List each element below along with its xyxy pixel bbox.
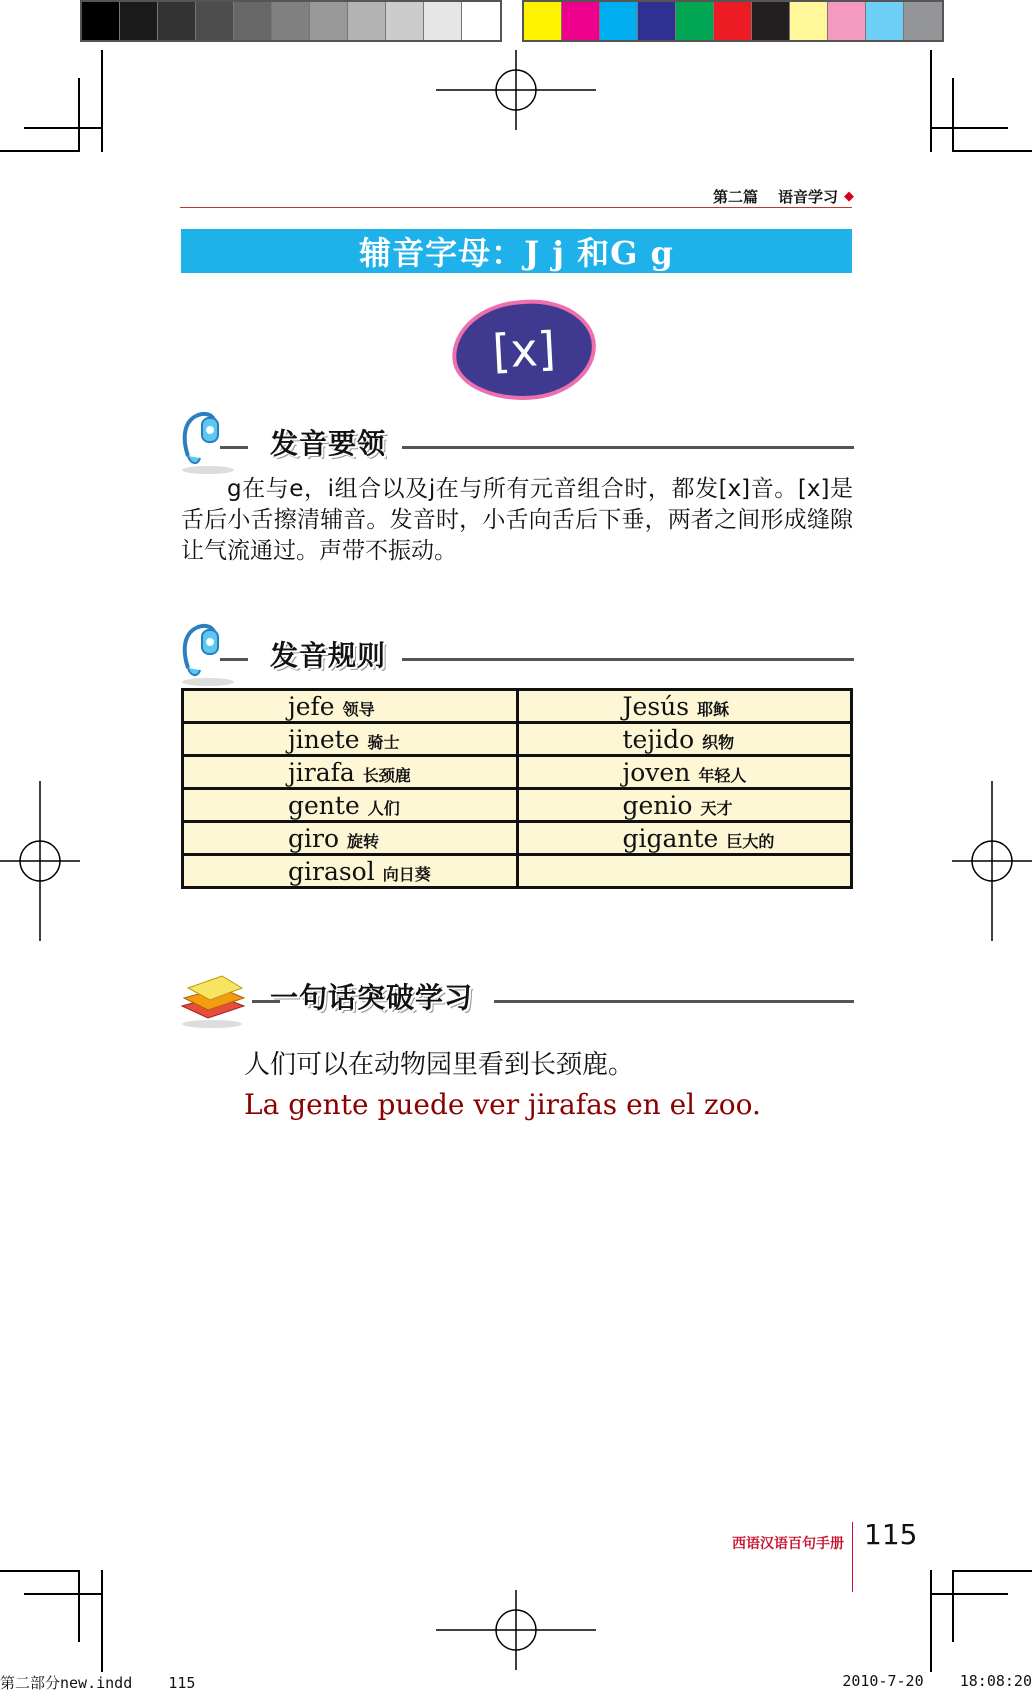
crop-mark	[930, 50, 932, 152]
books-icon	[178, 962, 248, 1032]
pronunciation-paragraph	[181, 474, 853, 567]
heading-rule	[402, 446, 854, 449]
crop-mark	[952, 78, 954, 150]
spanish-word: tejido	[622, 724, 695, 754]
chinese-meaning: 骑士	[367, 732, 400, 752]
table-cell	[183, 855, 518, 888]
section-heading-pronunciation-rules	[178, 620, 854, 690]
color-swatch	[638, 2, 676, 40]
page-number: 115	[864, 1518, 918, 1551]
table-cell	[183, 789, 518, 822]
section-title: 发音规则	[270, 639, 387, 672]
color-swatch	[828, 2, 866, 40]
crop-mark	[24, 1593, 102, 1595]
registration-mark	[436, 10, 596, 170]
color-swatch	[158, 2, 196, 40]
slug-page: 115	[168, 1674, 196, 1692]
page-title: 辅音字母：J j 和G g	[181, 229, 852, 273]
running-head	[713, 186, 854, 207]
spanish-word: gente	[288, 790, 360, 820]
spanish-word: genio	[622, 790, 693, 820]
spanish-word: gigante	[622, 823, 719, 853]
headphones-icon	[178, 620, 238, 690]
diamond-marker: ◆	[844, 189, 854, 204]
spanish-word: giro	[288, 823, 340, 853]
slug-time: 18:08:20	[959, 1672, 1032, 1690]
chinese-meaning: 巨大的	[726, 831, 775, 851]
color-swatch	[82, 2, 120, 40]
header-rule	[180, 207, 852, 208]
section-heading-sentence-practice	[178, 962, 854, 1032]
table-row	[183, 690, 852, 723]
color-swatch	[904, 2, 942, 40]
chinese-meaning: 旋转	[347, 831, 380, 851]
crop-mark	[930, 1570, 932, 1672]
crop-mark	[930, 1593, 1008, 1595]
table-row	[183, 723, 852, 756]
chinese-meaning: 领导	[342, 699, 375, 719]
table-cell	[183, 822, 518, 855]
phoneme-symbol: [x]	[491, 321, 557, 379]
crop-mark	[952, 1570, 954, 1642]
table-cell	[517, 723, 852, 756]
spanish-word: jirafa	[288, 757, 355, 787]
footer-book-title: 西语汉语百句手册	[732, 1536, 844, 1552]
chinese-meaning: 人们	[367, 798, 400, 818]
crop-mark	[78, 78, 80, 150]
table-row	[183, 789, 852, 822]
table-cell	[183, 723, 518, 756]
table-cell	[517, 756, 852, 789]
color-swatch	[310, 2, 348, 40]
word-table	[181, 688, 853, 889]
slug-filename: 第二部分new.indd	[0, 1674, 133, 1692]
color-swatch	[196, 2, 234, 40]
color-swatch	[752, 2, 790, 40]
spanish-word: jinete	[288, 724, 360, 754]
table-cell	[517, 855, 852, 888]
chinese-meaning: 织物	[702, 732, 735, 752]
chinese-meaning: 向日葵	[382, 864, 431, 884]
chinese-meaning: 年轻人	[698, 765, 747, 785]
table-cell	[517, 822, 852, 855]
color-swatch	[714, 2, 752, 40]
heading-dash	[220, 446, 248, 449]
pronunciation-text: g在与e，i组合以及j在与所有元音组合时，都发[x]音。[x]是舌后小舌擦清辅音。发音时，小舌向舌后下垂，两者之间形成缝隙让气流通过。声带不振动。	[181, 476, 853, 564]
color-swatch	[348, 2, 386, 40]
crop-mark	[24, 127, 102, 129]
color-swatch	[272, 2, 310, 40]
spanish-word: jefe	[288, 691, 335, 721]
color-swatch	[676, 2, 714, 40]
section-title: 一句话突破学习	[270, 981, 474, 1014]
crop-mark	[952, 1570, 1032, 1572]
table-cell	[183, 756, 518, 789]
example-sentence-spanish: La gente puede ver jirafas en el zoo.	[244, 1088, 761, 1121]
spanish-word: Jesús	[622, 691, 690, 721]
crop-mark	[78, 1570, 80, 1642]
color-swatch	[866, 2, 904, 40]
chinese-meaning: 耶稣	[697, 699, 730, 719]
example-sentence-chinese: 人们可以在动物园里看到长颈鹿。	[244, 1050, 635, 1080]
slug-file	[0, 1672, 195, 1693]
color-swatch	[120, 2, 158, 40]
running-head-part: 第二篇	[712, 188, 758, 206]
crop-mark	[0, 150, 80, 152]
running-head-section: 语音学习	[777, 188, 838, 206]
phoneme-badge	[449, 296, 598, 403]
heading-rule	[494, 1000, 854, 1003]
section-title: 发音要领	[270, 427, 387, 460]
spanish-word: joven	[622, 757, 691, 787]
table-row	[183, 756, 852, 789]
section-heading-pronunciation-key	[178, 408, 854, 478]
headphones-icon	[178, 408, 238, 478]
crop-mark	[930, 127, 1008, 129]
chinese-meaning: 长颈鹿	[362, 765, 411, 785]
registration-mark	[912, 781, 1032, 941]
chinese-meaning: 天才	[700, 798, 733, 818]
slug-date: 2010-7-20	[842, 1672, 924, 1690]
crop-mark	[101, 50, 103, 152]
crop-mark	[101, 1570, 103, 1672]
color-swatch	[790, 2, 828, 40]
table-cell	[183, 690, 518, 723]
heading-dash	[220, 658, 248, 661]
heading-rule	[402, 658, 854, 661]
color-swatch	[234, 2, 272, 40]
registration-mark	[0, 781, 120, 941]
table-cell	[517, 789, 852, 822]
color-swatch	[386, 2, 424, 40]
slug-timestamp	[842, 1672, 1032, 1690]
table-cell	[517, 690, 852, 723]
spanish-word: girasol	[288, 856, 375, 886]
crop-mark	[952, 150, 1032, 152]
table-row	[183, 855, 852, 888]
table-row	[183, 822, 852, 855]
footer-rule	[852, 1522, 853, 1592]
crop-mark	[0, 1570, 80, 1572]
registration-mark	[436, 1550, 596, 1696]
color-swatch	[600, 2, 638, 40]
